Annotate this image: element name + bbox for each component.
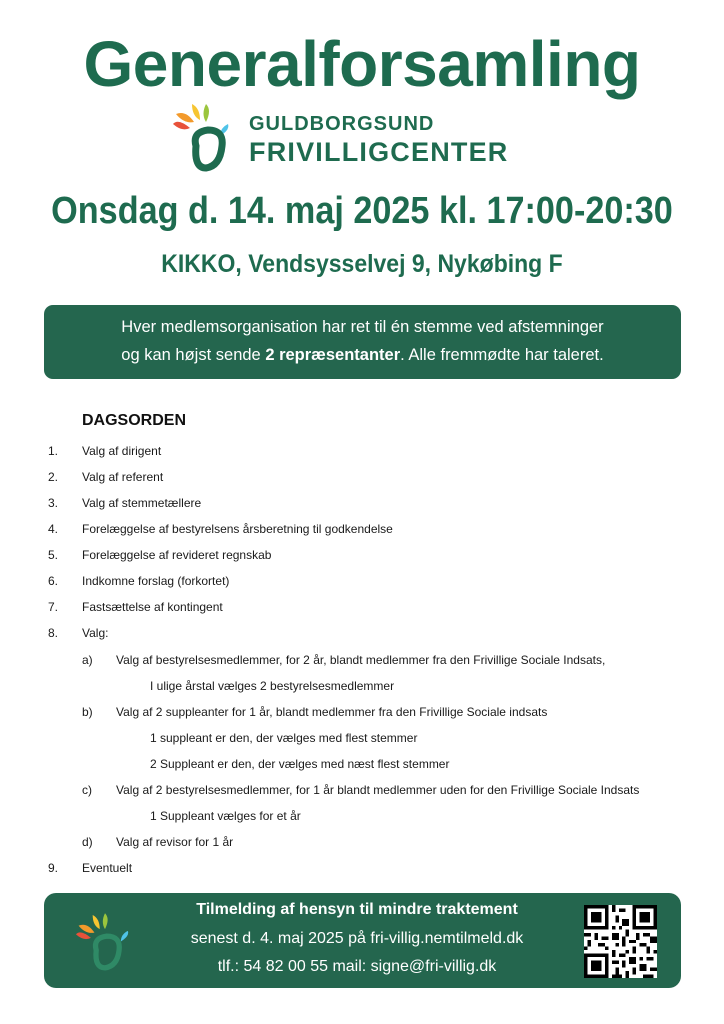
sub-text: Valg af 2 suppleanter for 1 år, blandt medlemmer fra den Frivillige Sociale indsats xyxy=(116,705,548,719)
logo-line-2: FRIVILLIGCENTER xyxy=(249,137,509,167)
footer-deadline: senest d. 4. maj 2025 på fri-villig.nemtilmeld.dk xyxy=(190,930,524,947)
item-number: 7. xyxy=(48,600,59,614)
sub-text: Valg af bestyrelsesmedlemmer, for 2 år, blandt medlemmer fra den Frivillige Sociale Indsats, xyxy=(116,653,606,667)
info-highlight: 2 repræsentanter xyxy=(265,346,401,364)
hand-leaf-logo-icon xyxy=(168,100,244,175)
item-number: 9. xyxy=(48,861,59,875)
item-text: Indkomne forslag (forkortet) xyxy=(82,574,230,588)
info-text: . Alle fremmødte har taleret. xyxy=(400,346,604,364)
sub-letter: c) xyxy=(82,783,92,797)
item-number: 3. xyxy=(48,496,59,510)
event-location: KIKKO, Vendsysselvej 9, Nykøbing F xyxy=(161,250,563,278)
note-text: I ulige årstal vælges 2 bestyrelsesmedlemmer xyxy=(150,679,395,693)
qr-code-icon xyxy=(584,905,657,978)
page-title: Generalforsamling xyxy=(83,28,641,100)
item-text: Forelæggelse af revideret regnskab xyxy=(82,548,272,562)
item-text: Valg af stemmetællere xyxy=(82,496,202,510)
item-text: Valg af dirigent xyxy=(82,444,162,458)
sub-text: Valg af 2 bestyrelsesmedlemmer, for 1 år blandt medlemmer uden for den Frivillige Sociale Indsats xyxy=(116,783,640,797)
sub-letter: b) xyxy=(82,705,93,719)
info-text: og kan højst sende xyxy=(121,346,266,364)
item-number: 1. xyxy=(48,444,59,458)
agenda-heading: DAGSORDEN xyxy=(82,412,187,429)
item-text: Fastsættelse af kontingent xyxy=(82,600,223,614)
item-text: Forelæggelse af bestyrelsens årsberetning til godkendelse xyxy=(82,522,393,536)
item-number: 6. xyxy=(48,574,59,588)
info-line-2 xyxy=(44,341,681,369)
event-date: Onsdag d. 14. maj 2025 kl. 17:00-20:30 xyxy=(51,190,673,232)
info-line-1: Hver medlemsorganisation har ret til én stemme ved afstemninger xyxy=(121,318,604,336)
logo-line-1: GULDBORGSUND xyxy=(249,113,435,135)
registration-footer xyxy=(44,893,681,988)
item-text: Eventuelt xyxy=(82,861,133,875)
item-number: 8. xyxy=(48,626,59,640)
sub-text: Valg af revisor for 1 år xyxy=(116,835,234,849)
item-text: Valg: xyxy=(82,626,109,640)
item-number: 5. xyxy=(48,548,59,562)
note-text: 2 Suppleant er den, der vælges med næst flest stemmer xyxy=(150,757,450,771)
footer-heading: Tilmelding af hensyn til mindre traktement xyxy=(196,901,518,918)
sub-letter: d) xyxy=(82,835,93,849)
hand-leaf-logo-icon xyxy=(68,908,142,974)
note-text: 1 Suppleant vælges for et år xyxy=(150,809,301,823)
footer-contact: tlf.: 54 82 00 55 mail: signe@fri-villig.dk xyxy=(217,958,497,975)
sub-letter: a) xyxy=(82,653,93,667)
item-number: 2. xyxy=(48,470,59,484)
item-number: 4. xyxy=(48,522,59,536)
info-box xyxy=(44,305,681,379)
organization-logo xyxy=(168,100,548,175)
note-text: 1 suppleant er den, der vælges med flest stemmer xyxy=(150,731,418,745)
item-text: Valg af referent xyxy=(82,470,164,484)
